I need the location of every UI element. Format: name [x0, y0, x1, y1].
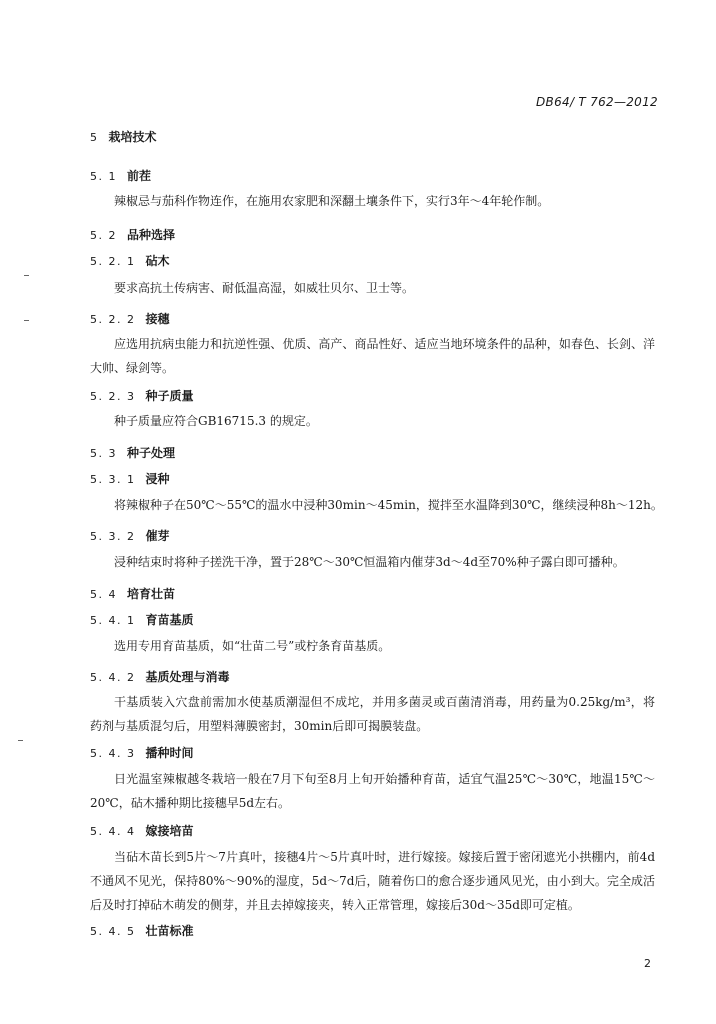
- section-title: 催芽: [145, 529, 170, 543]
- section-number: 5. 2. 1: [90, 255, 136, 268]
- section-heading-5-4: [90, 585, 175, 602]
- section-heading-5: [90, 128, 157, 145]
- section-heading-5-1: [90, 167, 151, 184]
- section-title: 种子质量: [145, 389, 194, 403]
- section-heading-5-4-2: [90, 668, 230, 685]
- margin-mark: [18, 740, 23, 741]
- paragraph: 日光温室辣椒越冬栽培一般在7月下旬至8月上旬开始播种育苗，适宜气温25℃～30℃，地温15℃～20℃，砧木播种期比接穗早5d左右。: [90, 772, 655, 810]
- paragraph: 干基质装入穴盘前需加水使基质潮湿但不成坨，并用多菌灵或百菌清消毒，用药量为0.25kg/m³，将药剂与基质混匀后，用塑料薄膜密封，30min后即可揭膜装盘。: [90, 695, 655, 733]
- section-heading-5-3: [90, 444, 175, 461]
- paragraph: 要求高抗土传病害、耐低温高湿，如威壮贝尔、卫士等。: [114, 281, 415, 295]
- section-number: 5: [90, 131, 99, 144]
- paragraph: 当砧木苗长到5片～7片真叶，接穗4片～5片真叶时，进行嫁接。嫁接后置于密闭遮光小拱棚内，前4d不通风不见光，保持80%～90%的湿度，5d～7d后，随着伤口的愈合逐步通风见光，由小到大。完全成活后及时打掉砧木萌发的侧芽，并且去掉嫁接夹，转入正常管理，嫁接后30d～35d即可定植。: [90, 850, 655, 912]
- page-number: 2: [644, 957, 651, 970]
- paragraph: 应选用抗病虫能力和抗逆性强、优质、高产、商品性好、适应当地环境条件的品种，如春色、长剑、洋大帅、绿剑等。: [90, 337, 655, 375]
- paragraph: 辣椒忌与茄科作物连作，在施用农家肥和深翻土壤条件下，实行3年～4年轮作制。: [114, 194, 550, 208]
- section-number: 5. 4. 5: [90, 925, 136, 938]
- section-number: 5. 2. 3: [90, 390, 136, 403]
- section-number: 5. 4. 1: [90, 614, 136, 627]
- section-heading-5-4-3: [90, 744, 194, 761]
- section-number: 5. 2: [90, 229, 117, 242]
- section-heading-5-2-3: [90, 387, 194, 404]
- margin-mark: [24, 275, 29, 276]
- section-title: 壮苗标准: [145, 924, 194, 938]
- section-heading-5-4-1: [90, 611, 194, 628]
- section-number: 5. 3: [90, 447, 117, 460]
- section-title: 基质处理与消毒: [145, 670, 230, 684]
- section-number: 5. 4. 2: [90, 671, 136, 684]
- section-title: 砧木: [145, 254, 170, 268]
- section-number: 5. 4. 4: [90, 825, 136, 838]
- section-number: 5. 1: [90, 170, 117, 183]
- section-number: 5. 4: [90, 588, 117, 601]
- section-heading-5-2-1: [90, 252, 170, 269]
- margin-mark: [24, 320, 29, 321]
- section-title: 育苗基质: [145, 613, 194, 627]
- section-title: 前茬: [127, 169, 152, 183]
- section-heading-5-4-5: [90, 922, 194, 939]
- section-heading-5-3-1: [90, 470, 170, 487]
- section-number: 5. 3. 1: [90, 473, 136, 486]
- section-title: 播种时间: [145, 746, 194, 760]
- section-title: 接穗: [145, 312, 170, 326]
- section-number: 5. 4. 3: [90, 747, 136, 760]
- paragraph: 选用专用育苗基质，如“壮苗二号”或柠条育苗基质。: [114, 639, 391, 653]
- section-number: 5. 3. 2: [90, 530, 136, 543]
- section-title: 嫁接培苗: [145, 824, 194, 838]
- section-title: 种子处理: [127, 446, 176, 460]
- section-heading-5-2-2: [90, 310, 170, 327]
- section-heading-5-4-4: [90, 822, 194, 839]
- section-title: 浸种: [145, 472, 170, 486]
- paragraph: 浸种结束时将种子搓洗干净，置于28℃～30℃恒温箱内催芽3d～4d至70%种子露白即可播种。: [114, 555, 625, 569]
- document-code: DB64/ T 762—2012: [536, 95, 658, 109]
- section-title: 培育壮苗: [127, 587, 176, 601]
- paragraph: 种子质量应符合GB16715.3 的规定。: [114, 414, 318, 428]
- section-heading-5-2: [90, 226, 175, 243]
- paragraph: 将辣椒种子在50℃～55℃的温水中浸种30min～45min，搅拌至水温降到30℃，继续浸种8h～12h。: [114, 498, 663, 512]
- section-number: 5. 2. 2: [90, 313, 136, 326]
- section-heading-5-3-2: [90, 527, 170, 544]
- section-title: 品种选择: [127, 228, 176, 242]
- section-title: 栽培技术: [108, 130, 157, 144]
